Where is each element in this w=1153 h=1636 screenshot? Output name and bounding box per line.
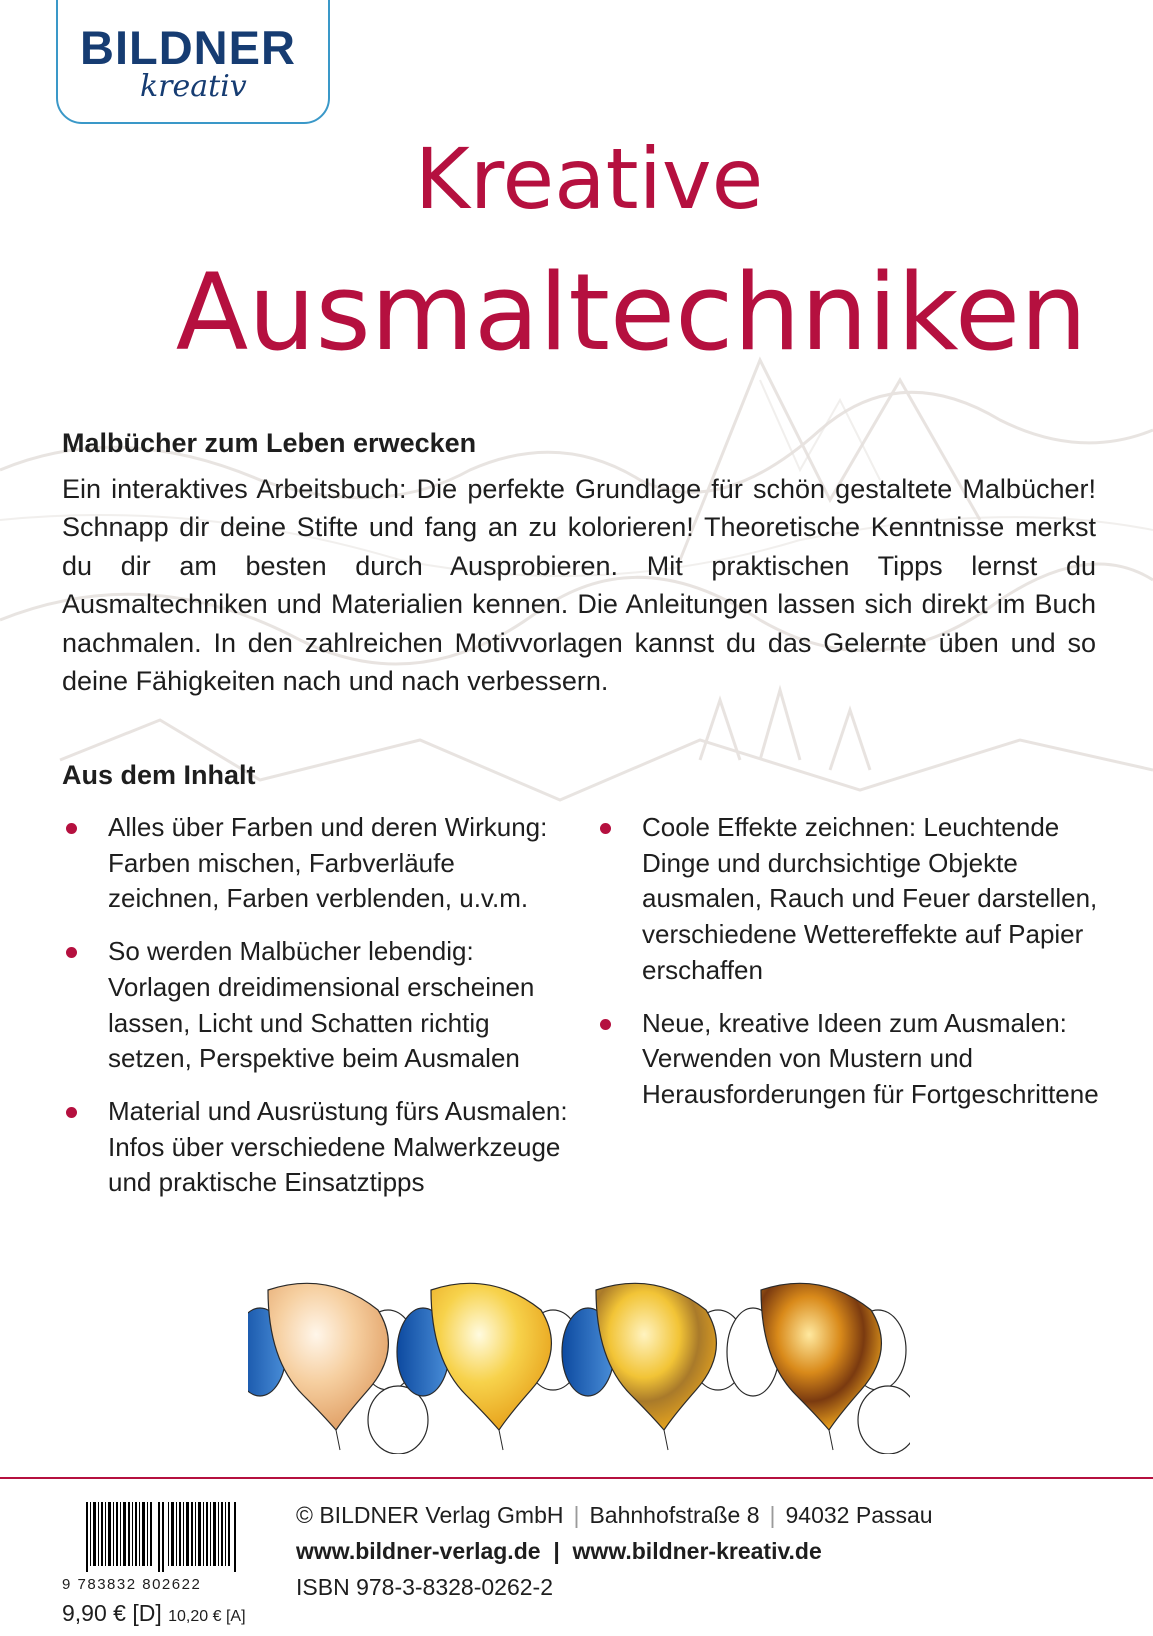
logo-sub: kreativ xyxy=(140,69,247,104)
publisher-logo xyxy=(56,0,330,124)
publisher-address xyxy=(296,1502,933,1529)
logo-brand: BILDNER xyxy=(80,21,296,74)
price-germany: 9,90 € [D] xyxy=(62,1600,162,1626)
separator: | xyxy=(573,1502,580,1528)
price-austria: 10,20 € [A] xyxy=(168,1608,246,1625)
intro-text: Ein interaktives Arbeitsbuch: Die perfekte Grundlage für schön gestaltete Malbücher! Schnapp dir deine Stifte und fang an zu kolorieren! Theoretische Kenntnisse merkst du dir am besten durch Ausprobieren. Mit praktischen Tipps lernst du Ausmaltechniken und Materialien kennen. Die Anleitungen lassen sich direkt im Buch nachmalen. In den zahlreichen Motivvorlagen kannst du das Gelernte üben und so deine Fähigkeiten nach und nach verbessern. xyxy=(62,474,1096,697)
list-item-text: Material und Ausrüstung fürs Ausmalen: Infos über verschiedene Malwerkzeuge und praktische Einsatztipps xyxy=(108,1095,568,1198)
website-link-kreativ[interactable]: www.bildner-kreativ.de xyxy=(572,1538,822,1564)
bullet-icon xyxy=(600,1019,611,1030)
title-line-2: Ausmaltechniken xyxy=(175,251,1088,374)
isbn: ISBN 978-3-8328-0262-2 xyxy=(296,1574,553,1600)
list-item-text: Coole Effekte zeichnen: Leuchtende Dinge und durchsichtige Objekte ausmalen, Rauch und Feuer darstellen, verschiedene Wettereffekte auf Papier erschaffen xyxy=(642,812,1098,985)
separator: | xyxy=(769,1502,776,1528)
list-item xyxy=(62,1094,572,1201)
contents-list-left xyxy=(62,810,572,1218)
publisher-street: Bahnhofstraße 8 xyxy=(589,1502,760,1528)
list-item xyxy=(596,810,1116,989)
list-item-text: Alles über Farben und deren Wirkung: Farben mischen, Farbverläufe zeichnen, Farben verblenden, u.v.m. xyxy=(108,812,548,914)
title-line-1: Kreative xyxy=(414,130,764,228)
intro-heading: Malbücher zum Leben erwecken xyxy=(62,428,477,458)
balloon-panel-4 xyxy=(727,1283,910,1454)
list-item-text: Neue, kreative Ideen zum Ausmalen: Verwenden von Mustern und Herausforderungen für Fortgeschrittene xyxy=(642,1007,1099,1109)
contents-heading: Aus dem Inhalt xyxy=(62,760,256,790)
footer-divider xyxy=(0,1477,1153,1479)
website-separator: | xyxy=(553,1538,560,1564)
contents-list-right xyxy=(596,810,1116,1130)
list-item xyxy=(596,1006,1116,1113)
barcode xyxy=(86,1502,236,1572)
publisher-city: 94032 Passau xyxy=(785,1502,933,1528)
list-item xyxy=(62,934,572,1077)
bullet-icon xyxy=(66,823,77,834)
barcode-digits: 9 783832 802622 xyxy=(62,1576,202,1593)
website-link-verlag[interactable]: www.bildner-verlag.de xyxy=(296,1538,541,1564)
bullet-icon xyxy=(600,823,611,834)
publisher-name: © BILDNER Verlag GmbH xyxy=(296,1502,564,1528)
balloon-panel-3 xyxy=(562,1283,746,1430)
website-links xyxy=(296,1538,822,1565)
price xyxy=(62,1600,246,1627)
list-item-text: So werden Malbücher lebendig: Vorlagen dreidimensional erscheinen lassen, Licht und Schatten richtig setzen, Perspektive beim Ausmalen xyxy=(108,936,535,1074)
bullet-icon xyxy=(66,1107,77,1118)
list-item xyxy=(62,810,572,917)
balloon-shading-illustration xyxy=(248,1280,910,1454)
bullet-icon xyxy=(66,947,77,958)
